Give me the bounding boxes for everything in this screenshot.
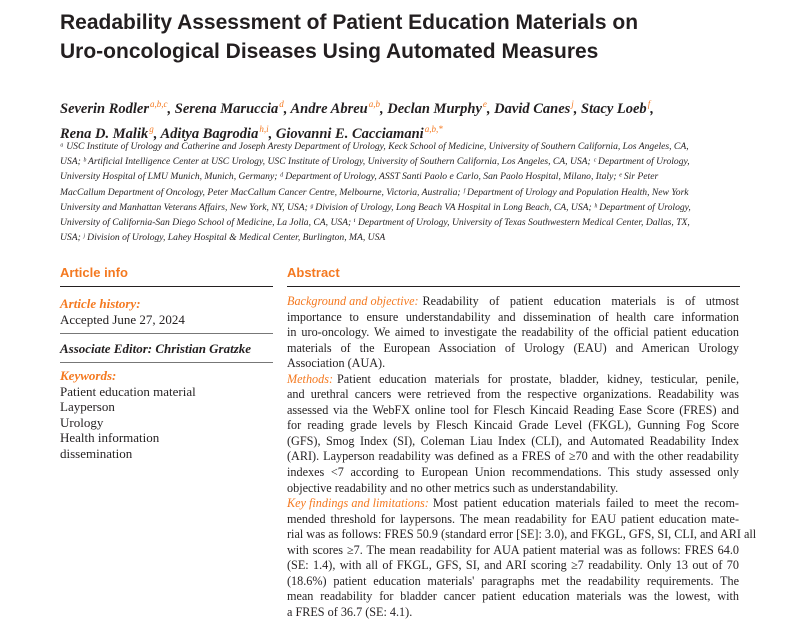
abstract-text: Readability of patient education materials is of utmost	[422, 294, 739, 308]
abstract-line	[287, 465, 739, 481]
abstract-rule	[287, 286, 740, 287]
abstract-text: materials of the European Association of Urology (EAU) and American Urology	[287, 340, 739, 355]
affiliation-line: University and Manhattan Veterans Affairs, New York, NY, USA; ᵍ Division of Urology, Long Beach VA Hospital in Long Beach, CA, USA; ʰ Department of Urology,	[60, 201, 691, 213]
abstract-line	[287, 325, 739, 341]
abstract-text: mean readability for bladder cancer patient education materials was the lowest, with	[287, 589, 739, 604]
affiliation-line: ᵃ USC Institute of Urology and Catherine and Joseph Aresty Department of Urology, Keck School of Medicine, University of Southern California, Los Angeles, CA,	[60, 141, 689, 152]
abstract-line	[287, 605, 739, 620]
abstract-line	[287, 341, 739, 357]
author-affiliation-marker: g	[149, 124, 154, 134]
affiliation-line: USA; ᵇ Artificial Intelligence Center at USC Urology, USC Institute of Urology, University of Southern California, Los Angeles, CA, USA; ᶜ Department of Urology,	[60, 156, 690, 168]
author-affiliation-marker: a,b,*	[424, 124, 443, 134]
abstract-line	[287, 418, 739, 434]
abstract-text: Association (AUA).	[287, 356, 386, 371]
history-label: Article history:	[60, 296, 141, 311]
abstract-line	[287, 543, 739, 559]
abstract-text: (18.6%) patient education materials' paragraphs met the readability requirements. The	[287, 573, 739, 588]
affiliations	[60, 139, 760, 245]
author-separator: ,	[486, 101, 495, 117]
abstract-text: importance to ensure understandability and dissemination of health care information	[287, 309, 739, 324]
author-name: Declan Murphy	[387, 101, 482, 117]
abstract-line	[287, 449, 739, 465]
keywords-block	[60, 368, 270, 461]
abstract-line	[287, 294, 739, 310]
abstract-text: Patient education materials for prostate, bladder, kidney, testicular, penile,	[337, 371, 739, 386]
abstract-line	[287, 574, 739, 590]
affiliation-line: University of California-San Diego School of Medicine, La Jolla, CA, USA; ⁱ Department of Urology, University of Texas Southwestern Medical Center, Dallas, TX,	[60, 217, 690, 229]
keywords-label: Keywords:	[60, 368, 117, 383]
author-list	[60, 94, 790, 144]
author-name: Andre Abreu	[290, 101, 368, 117]
author-separator: ,	[573, 101, 582, 117]
abstract-line	[287, 481, 739, 497]
abstract-line	[287, 403, 739, 419]
abstract-body	[287, 294, 757, 620]
article-info-heading: Article info	[60, 265, 128, 280]
abstract-text: objective readability and no other metrics such as understandability.	[287, 480, 619, 495]
keyword: Urology	[60, 414, 104, 430]
abstract-text: for reading grade levels by Flesch Kincaid Grade Level (FKGL), Gunning Fog Score	[287, 418, 739, 433]
abstract-text: indexes <7 according to European Union recommendations. This study assessed only	[287, 465, 739, 480]
author-separator: ,	[153, 126, 161, 142]
keyword: Health information	[60, 430, 160, 445]
author-separator: ,	[379, 101, 388, 117]
keyword: Patient education material	[60, 383, 196, 399]
author-name: Severin Rodler	[60, 101, 150, 117]
affiliation-line: MacCallum Department of Oncology, Peter MacCallum Cancer Centre, Melbourne, Victoria, Australia; ᶠ Department of Urology and Population Health, New York	[60, 186, 689, 198]
abstract-text: (ARI). Layperson readability was defined as a FRES of ≥70 and with the other readability	[287, 449, 739, 464]
abstract-text: mended threshold for laypersons. The mean readability for EAU patient education mate-	[287, 511, 739, 526]
title-line: Uro-oncological Diseases Using Automated Measures	[60, 40, 599, 63]
affiliation-line: University Hospital of LMU Munich, Munich, Germany; ᵈ Department of Urology, ASST Santi Paolo e Carlo, San Paolo Hospital, Milano, Italy; ᵉ Sir Peter	[60, 171, 659, 183]
author-affiliation-marker: j	[571, 99, 574, 109]
author-affiliation-marker: a,b	[368, 99, 380, 109]
keyword: Layperson	[60, 399, 115, 414]
author-affiliation-marker: a,b,c	[150, 99, 168, 109]
abstract-text: in uro-oncology. We aimed to investigate the readability of the official patient education	[287, 325, 739, 340]
abstract-line	[287, 496, 739, 512]
abstract-text: assessed via the WebFX online tool for Flesch Kincaid Reading Ease Score (FRES) and	[287, 402, 739, 417]
abstract-text: (GFS), Smog Index (SI), Coleman Liau Index (CLI), and Automated Readability Index	[287, 433, 739, 448]
author-affiliation-marker: d	[279, 99, 284, 109]
article-info-rule	[60, 286, 273, 287]
abstract-line	[287, 310, 739, 326]
associate-editor	[60, 341, 270, 357]
abstract-text: a FRES of 36.7 (SE: 4.1).	[287, 604, 413, 619]
abstract-heading: Abstract	[287, 265, 340, 280]
abstract-line	[287, 558, 739, 574]
author-affiliation-marker: e	[482, 99, 487, 109]
author-name: David Canes	[494, 101, 571, 117]
abstract-line	[287, 527, 757, 543]
abstract-section-label: Methods:	[287, 371, 334, 386]
paper-title	[60, 8, 760, 66]
accepted-date: Accepted June 27, 2024	[60, 311, 185, 327]
author-name: Giovanni E. Cacciamani	[275, 126, 424, 142]
keyword: dissemination	[60, 445, 133, 461]
author-separator: ,	[283, 101, 291, 117]
abstract-text: (SE: 1.4), with all of FKGL, GFS, SI, and ARI scoring ≥7 readability. Only 13 out of 70	[287, 558, 739, 573]
divider	[60, 362, 273, 363]
abstract-line	[287, 434, 739, 450]
author-line	[60, 94, 790, 119]
abstract-line	[287, 356, 739, 372]
abstract-text: Most patient education materials failed to meet the recom-	[432, 496, 739, 511]
abstract-line	[287, 512, 739, 528]
author-name: Aditya Bagrodia	[160, 126, 259, 142]
abstract-line	[287, 372, 739, 388]
affiliation-line: USA; ʲ Division of Urology, Lahey Hospital & Medical Center, Burlington, MA, USA	[60, 232, 386, 244]
abstract-text: rial was as follows: FRES 50.9 (standard error [SE]: 3.0), and FKGL, GFS, SI, CLI, and ARI all	[287, 527, 757, 542]
author-name: Stacy Loeb	[581, 101, 647, 117]
author-name: Rena D. Malik	[60, 126, 149, 142]
abstract-section-label: Background and objective:	[287, 294, 419, 308]
author-affiliation-marker: h,i	[259, 124, 269, 134]
abstract-text: and urethral cancers were retrieved from the respective organizations. Readability was	[287, 387, 739, 402]
divider	[60, 333, 273, 334]
abstract-line	[287, 589, 739, 605]
abstract-line	[287, 387, 739, 403]
abstract-section-label: Key findings and limitations:	[287, 496, 429, 511]
article-history	[60, 296, 270, 327]
author-affiliation-marker: f	[647, 99, 651, 109]
editor-text: Associate Editor: Christian Gratzke	[60, 341, 252, 356]
author-separator: ,	[268, 126, 276, 142]
abstract-text: with scores ≥7. The mean readability for AUA patient material was as follows: FRES 64.0	[287, 542, 739, 557]
author-name: Serena Maruccia	[174, 101, 279, 117]
title-line: Readability Assessment of Patient Education Materials on	[60, 11, 639, 34]
author-separator: ,	[167, 101, 175, 117]
author-separator: ,	[650, 101, 654, 117]
